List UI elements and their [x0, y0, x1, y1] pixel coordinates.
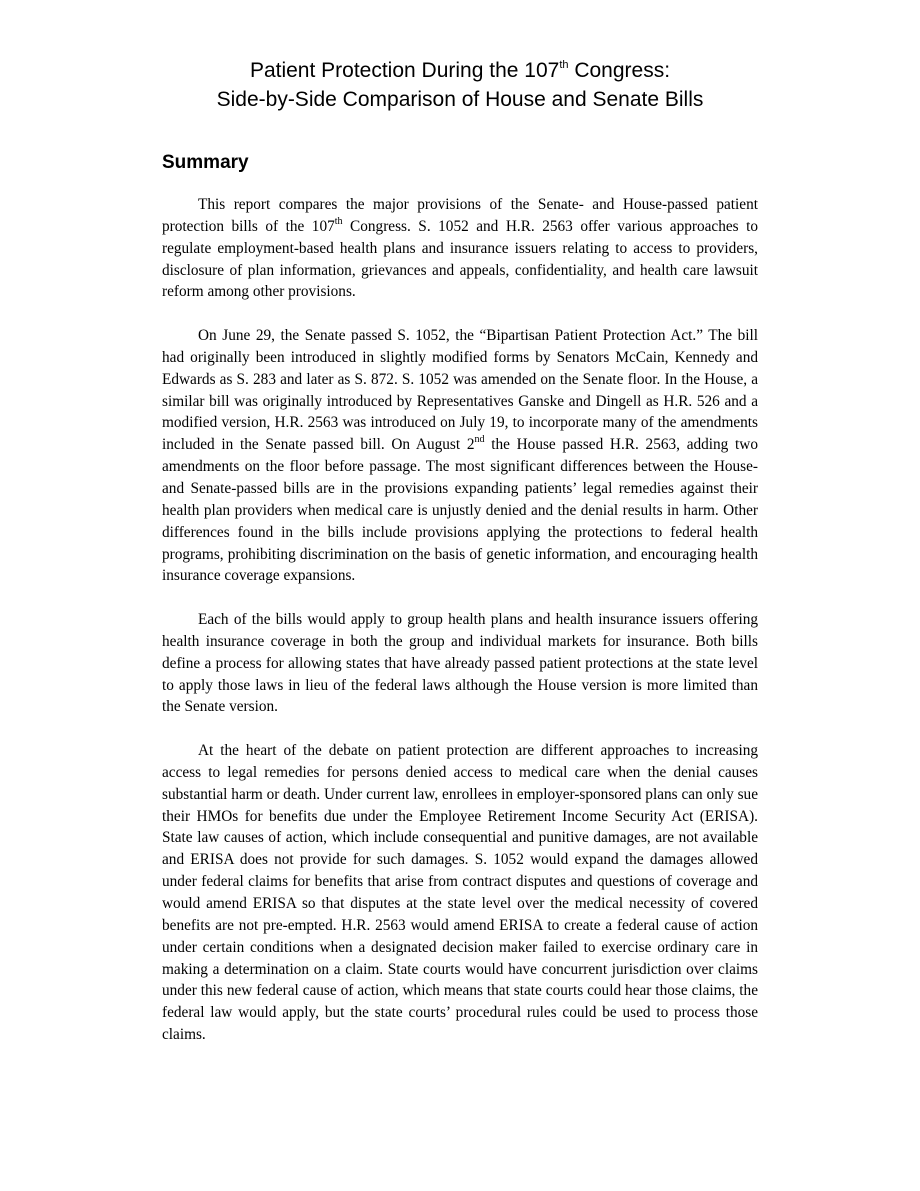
- section-heading: Summary: [162, 152, 249, 173]
- document-title: [0, 56, 920, 114]
- summary-body: [162, 194, 758, 1068]
- paragraph-1: This report compares the major provisions of the Senate- and House-passed patient protection bills of the 107th Congress. S. 1052 and H.R. 2563 offer various approaches to regulate employment-based health plans and insurance issuers relating to access to providers, disclosure of plan information, grievances and appeals, confidentiality, and health care lawsuit reform among other provisions.: [162, 196, 759, 301]
- paragraph-4: At the heart of the debate on patient protection are different approaches to increasing access to legal remedies for persons denied access to medical care when the denial causes substantial harm or death. Under current law, enrollees in employer-sponsored plans can only sue their HMOs for benefits due under the Employee Retirement Income Security Act (ERISA). State law causes of action, which include consequential and punitive damages, are not available and ERISA does not provide for such damages. S. 1052 would expand the damages allowed under federal claims for benefits that arise from contract disputes and questions of coverage and would amend ERISA so that disputes at the state level over the medical necessity of covered benefits are not pre-empted. H.R. 2563 would amend ERISA to create a federal cause of action under certain conditions when a designated decision maker failed to exercise ordinary care in making a determination on a claim. State courts would have concurrent jurisdiction over claims under this new federal cause of action, which means that state courts could hear those claims, the federal law would apply, but the state courts’ procedural rules could be used to process those claims.: [162, 742, 758, 1044]
- paragraph-3: Each of the bills would apply to group health plans and health insurance issuers offering health insurance coverage in both the group and individual markets for insurance. Both bills define a process for allowing states that have already passed patient protections at the state level to apply those laws in lieu of the federal laws although the House version is more limited than the Senate version.: [162, 611, 758, 716]
- ordinal-superscript: th: [559, 59, 569, 71]
- title-line-2: Side-by-Side Comparison of House and Senate Bills: [216, 88, 704, 111]
- paragraph-2: On June 29, the Senate passed S. 1052, the “Bipartisan Patient Protection Act.” The bill had originally been introduced in slightly modified forms by Senators McCain, Kennedy and Edwards as S. 283 and later as S. 872. S. 1052 was amended on the Senate floor. In the House, a similar bill was originally introduced by Representatives Ganske and Dingell as H.R. 526 and a modified version, H.R. 2563 was introduced on July 19, to incorporate many of the amendments included in the Senate passed bill. On August 2nd the House passed H.R. 2563, adding two amendments on the floor before passage. The most significant differences between the House- and Senate-passed bills are in the provisions expanding patients’ legal remedies against their health plan providers when medical care is unjustly denied and the denial results in harm. Other differences found in the bills include provisions applying the protections to federal health programs, prohibiting discrimination on the basis of genetic information, and encouraging health insurance coverage expansions.: [162, 327, 758, 585]
- ordinal-superscript: th: [334, 215, 343, 227]
- title-line-1: Patient Protection During the 107th Congress:: [249, 59, 671, 82]
- ordinal-superscript: nd: [474, 434, 485, 446]
